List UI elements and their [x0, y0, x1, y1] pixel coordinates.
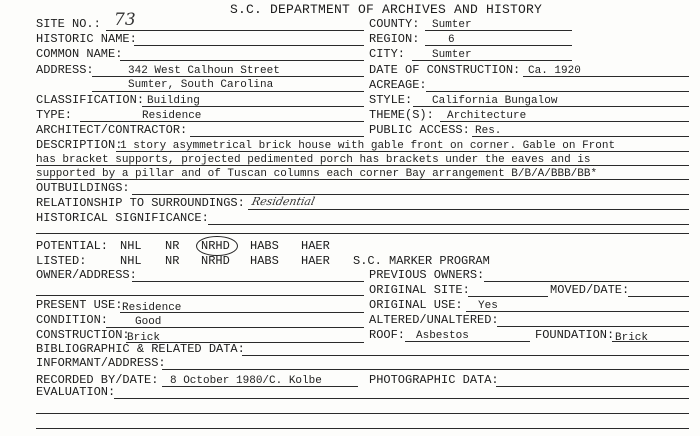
site-no-value: 73 [114, 10, 136, 30]
owner-address-line-2 [36, 295, 364, 296]
public-access-value: Res. [475, 125, 502, 137]
marker-program-title: S.C. MARKER PROGRAM [353, 254, 490, 268]
description-rule-1 [116, 151, 689, 152]
date-of-construction-value: Ca. 1920 [528, 65, 581, 77]
roof-label: ROOF: [369, 328, 406, 342]
site-no-label: SITE NO.: [36, 17, 101, 31]
recorded-by-value: 8 October 1980/C. Kolbe [170, 375, 322, 387]
evaluation-line [114, 398, 689, 399]
original-use-line [466, 311, 689, 312]
listed-haer: HAER [301, 254, 330, 268]
foundation-label: FOUNDATION: [535, 328, 615, 342]
city-line [412, 60, 572, 61]
photographic-label: PHOTOGRAPHIC DATA: [369, 373, 499, 387]
style-line [413, 106, 689, 107]
county-line [425, 30, 572, 31]
common-name-label: COMMON NAME: [36, 47, 123, 61]
style-value: California Bungalow [432, 95, 558, 107]
informant-label: INFORMANT/ADDRESS: [36, 356, 166, 370]
section-divider [36, 233, 689, 234]
description-line-2: has bracket supports, projected pedimented porch has brackets under the eaves and is [36, 154, 591, 166]
bibliographic-line [242, 355, 689, 356]
listed-nrhd: NRHD [201, 254, 230, 268]
address-label: ADDRESS: [36, 63, 94, 77]
informant-line [162, 369, 689, 370]
address-line-2-rule [92, 91, 364, 92]
description-line-3: supported by a pillar and of Tuscan columns each corner Bay arrangement B/B/A/BBB/BB* [36, 168, 598, 180]
acreage-label: ACREAGE: [369, 78, 427, 92]
potential-habs: HABS [250, 239, 279, 253]
potential-haer: HAER [301, 239, 330, 253]
potential-nrhd: NRHD [201, 239, 230, 253]
listed-habs: HABS [250, 254, 279, 268]
address-line-1-rule [92, 76, 364, 77]
owner-address-label: OWNER/ADDRESS: [36, 268, 137, 282]
condition-line [106, 327, 364, 328]
architect-line [190, 136, 364, 137]
recorded-by-line [162, 386, 358, 387]
historical-significance-line [208, 224, 689, 225]
public-access-label: PUBLIC ACCESS: [369, 123, 470, 137]
outbuildings-line [132, 194, 689, 195]
potential-nhl: NHL [120, 239, 142, 253]
foundation-value: Brick [615, 332, 649, 344]
evaluation-line-2 [36, 413, 689, 414]
present-use-value: Residence [122, 302, 182, 314]
date-of-construction-label: DATE OF CONSTRUCTION: [369, 63, 521, 77]
listed-nr: NR [165, 254, 180, 268]
region-line [425, 45, 572, 46]
present-use-label: PRESENT USE: [36, 298, 123, 312]
city-value: Sumter [432, 49, 472, 61]
bibliographic-label: BIBLIOGRAPHIC & RELATED DATA: [36, 342, 245, 356]
county-value: Sumter [432, 19, 472, 31]
description-rule-3 [36, 179, 689, 180]
city-label: CITY: [369, 47, 406, 61]
themes-value: Architecture [447, 110, 527, 122]
original-site-label: ORIGINAL SITE: [369, 283, 470, 297]
condition-value: Good [135, 316, 162, 328]
photographic-line [496, 386, 689, 387]
relationship-value: Residential [250, 195, 316, 208]
acreage-line [426, 91, 689, 92]
themes-label: THEME(S): [369, 108, 434, 122]
foundation-line [612, 341, 689, 342]
roof-line [405, 341, 530, 342]
site-no-line [106, 30, 364, 31]
previous-owners-label: PREVIOUS OWNERS: [369, 268, 485, 282]
historic-name-line [134, 45, 364, 46]
classification-label: CLASSIFICATION: [36, 93, 145, 107]
construction-label: CONSTRUCTION: [36, 328, 130, 342]
address-line-2: Sumter, South Carolina [128, 79, 274, 91]
potential-nr: NR [165, 239, 180, 253]
type-value: Residence [142, 110, 202, 122]
listed-label: LISTED: [36, 254, 87, 268]
date-of-construction-line [523, 76, 689, 77]
original-use-value: Yes [478, 300, 498, 312]
themes-line [440, 121, 689, 122]
roof-value: Asbestos [416, 330, 469, 342]
county-label: COUNTY: [369, 17, 420, 31]
evaluation-line-3 [36, 428, 689, 429]
original-use-label: ORIGINAL USE: [369, 298, 463, 312]
description-label: DESCRIPTION: [36, 138, 123, 152]
type-label: TYPE: [36, 108, 73, 122]
condition-label: CONDITION: [36, 313, 109, 327]
type-line [80, 121, 364, 122]
moved-date-line [628, 296, 689, 297]
owner-address-line [132, 281, 364, 282]
present-use-line [120, 312, 364, 313]
moved-date-label: MOVED/DATE: [550, 283, 630, 297]
altered-line [497, 326, 689, 327]
common-name-line [120, 60, 364, 61]
nrhd-circle [196, 236, 238, 256]
previous-owners-line [484, 281, 689, 282]
potential-label: POTENTIAL: [36, 239, 109, 253]
description-line-1: 1 story asymmetrical brick house with gable front on corner. Gable on Front [120, 140, 616, 152]
classification-line [142, 106, 364, 107]
form-title: S.C. DEPARTMENT OF ARCHIVES AND HISTORY [230, 2, 543, 17]
relationship-label: RELATIONSHIP TO SURROUNDINGS: [36, 196, 245, 210]
listed-nhl: NHL [120, 254, 142, 268]
address-line-1: 342 West Calhoun Street [128, 65, 280, 77]
classification-value: Building [147, 95, 200, 107]
historic-name-label: HISTORIC NAME: [36, 32, 137, 46]
construction-value: Brick [127, 332, 161, 344]
style-label: STYLE: [369, 93, 413, 107]
region-label: REGION: [369, 32, 420, 46]
relationship-line [248, 209, 689, 210]
public-access-line [472, 136, 689, 137]
altered-label: ALTERED/UNALTERED: [369, 313, 499, 327]
original-site-line [468, 296, 548, 297]
evaluation-label: EVALUATION: [36, 385, 116, 399]
recorded-by-label: RECORDED BY/DATE: [36, 373, 159, 387]
region-value: 6 [448, 34, 455, 46]
description-rule-2 [36, 165, 689, 166]
architect-label: ARCHITECT/CONTRACTOR: [36, 123, 188, 137]
outbuildings-label: OUTBUILDINGS: [36, 181, 130, 195]
historical-significance-label: HISTORICAL SIGNIFICANCE: [36, 211, 209, 225]
